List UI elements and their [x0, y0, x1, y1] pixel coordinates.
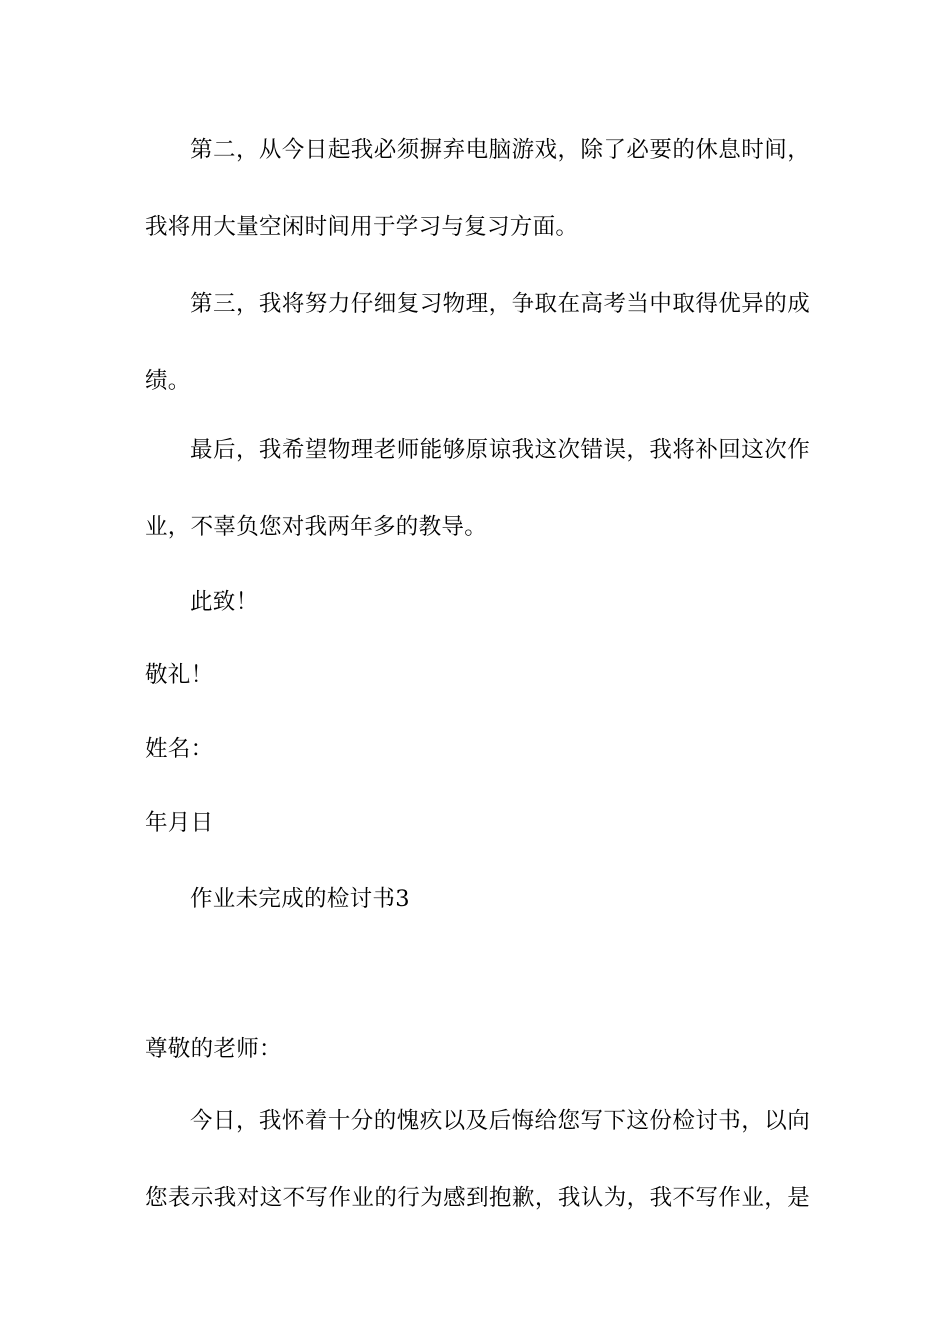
paragraph-line: 今日，我怀着十分的愧疚以及后悔给您写下这份检讨书，以向 — [190, 1108, 810, 1134]
section-title: 作业未完成的检讨书3 — [190, 886, 410, 912]
paragraph-line: 第三，我将努力仔细复习物理，争取在高考当中取得优异的成 — [190, 291, 810, 317]
paragraph-line: 最后，我希望物理老师能够原谅我这次错误，我将补回这次作 — [190, 437, 810, 463]
paragraph-line: 我将用大量空闲时间用于学习与复习方面。 — [145, 214, 579, 240]
salutation-line: 敬礼！ — [145, 662, 214, 688]
greeting-line: 尊敬的老师： — [145, 1036, 282, 1062]
closing-line: 此致！ — [190, 589, 259, 615]
paragraph-line: 绩。 — [145, 368, 191, 394]
paragraph-line: 您表示我对这不写作业的行为感到抱歉，我认为，我不写作业，是 — [145, 1185, 810, 1211]
paragraph-line: 第二，从今日起我必须摒弃电脑游戏，除了必要的休息时间， — [190, 137, 810, 163]
name-field-label: 姓名： — [145, 736, 214, 762]
paragraph-line: 业，不辜负您对我两年多的教导。 — [145, 514, 488, 540]
date-line: 年月日 — [145, 810, 214, 836]
